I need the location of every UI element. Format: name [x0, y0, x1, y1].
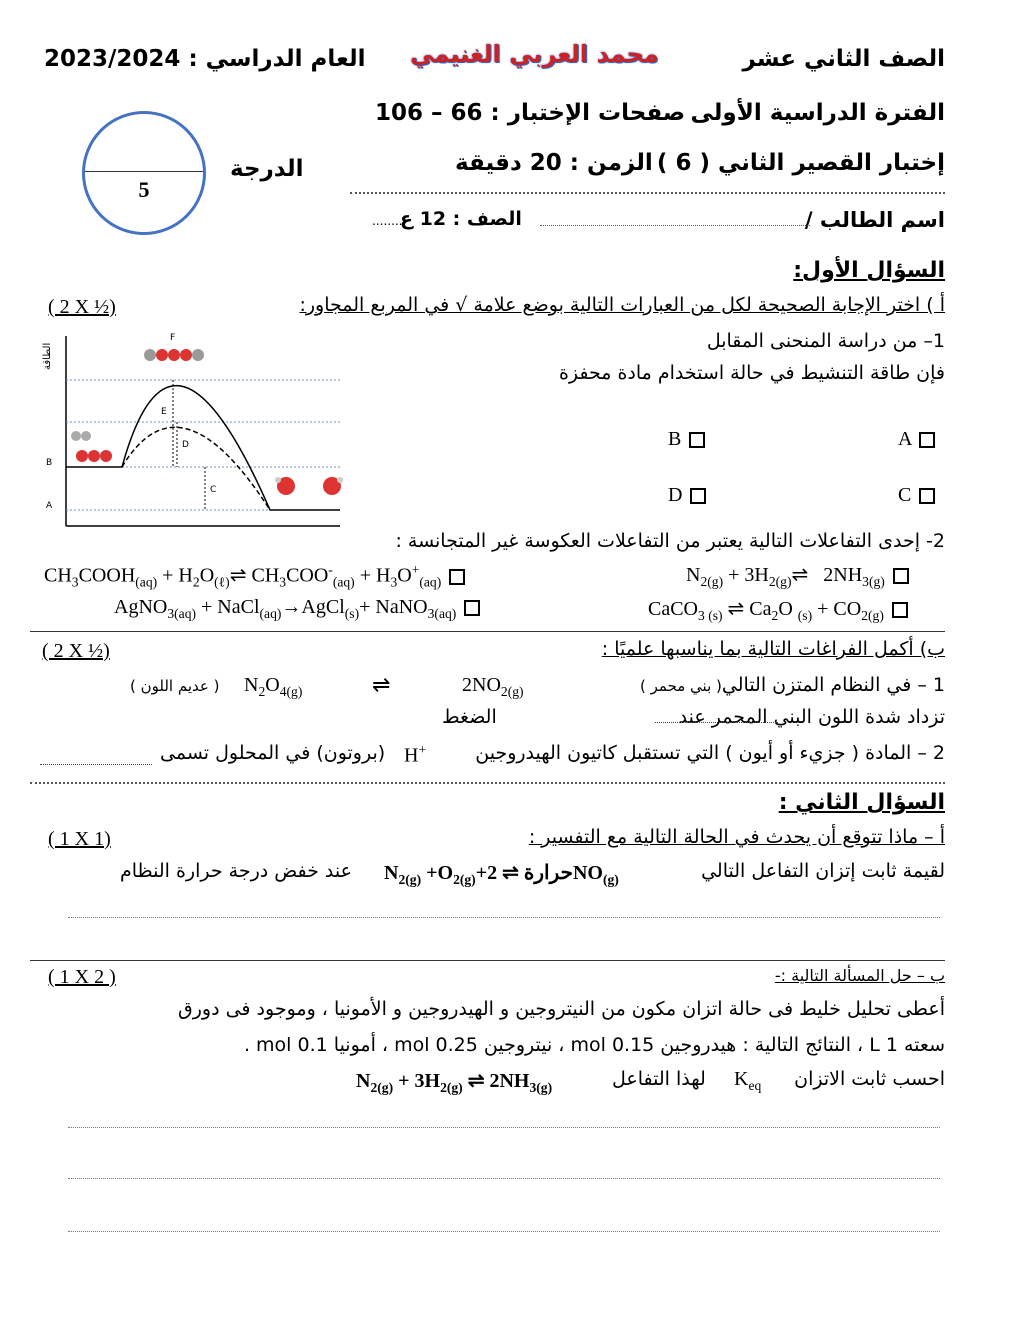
label-D: D: [182, 440, 189, 450]
checkbox-reaction-carbonate[interactable]: [892, 602, 908, 618]
molecule-reactants: [71, 431, 112, 462]
q2b-line1: أعطى تحليل خليط فى حالة اتزان مكون من النيتروجين و الهيدروجين و الأمونيا ، وموجود فى دورق: [178, 998, 945, 1020]
class-label: الصف : 12 ع: [400, 208, 522, 230]
red-brown-label: ( بني محمر ): [640, 677, 722, 695]
heat-label: حرارة: [523, 862, 573, 884]
checkbox-reaction-acetic[interactable]: [449, 569, 465, 585]
checkbox-B[interactable]: [689, 432, 705, 448]
q1b-item2-a: 2 – المادة ( جزيء أو أيون ) التي تستقبل كاتيون الهيدروجين: [475, 742, 945, 764]
answer-line-q2a[interactable]: [68, 917, 940, 918]
q1b-marks: ( 2 X ½): [42, 640, 110, 662]
q1a-item1-line1: 1– من دراسة المنحنى المقابل: [706, 330, 945, 352]
option-D[interactable]: [668, 484, 709, 507]
score-divider: [85, 171, 203, 172]
q2a-prefix: لقيمة ثابت إتزان التفاعل التالي: [701, 860, 945, 882]
q2b-line3-prefix: احسب ثابت الاتزان: [794, 1068, 945, 1090]
q1b-item1-prefix: 1 – في النظام المتزن التالي: [721, 674, 945, 696]
checkbox-A[interactable]: [919, 432, 935, 448]
q2b-line2: سعته 1 L ، النتائج التالية : هيدروجين 0.15 mol ، نيتروجين 0.25 mol ، أمونيا 0.1 mol .: [243, 1034, 945, 1056]
score-label: الدرجة: [230, 156, 304, 182]
checkbox-reaction-silver[interactable]: [464, 600, 480, 616]
no2-formula: $2NO_{2(g)}$: [462, 674, 524, 699]
equilibrium-arrow: ⇌: [372, 672, 391, 697]
option-C-label: C: [898, 484, 912, 506]
n2o4-formula: $N_2O_{4(g)}$: [244, 674, 303, 699]
answer-line-3[interactable]: [68, 1231, 940, 1232]
molecule-products: [275, 477, 343, 495]
q1-title: السؤال الأول:: [793, 258, 945, 283]
keq-symbol: $K_{eq}$: [734, 1068, 762, 1093]
label-E: E: [161, 407, 167, 417]
option-D-label: D: [668, 484, 683, 506]
q2a-reaction: $N_{2(g)} +O_{2(g)}+$ حرارة ⇌ $2NO_{(g)}$: [384, 862, 619, 887]
q1b-instruction: ب) أكمل الفراغات التالية بما يناسبها علميًا :: [601, 638, 945, 660]
q2a-marks: ( 1 X 1): [48, 828, 111, 850]
label-B: B: [46, 458, 53, 468]
student-name-label: اسم الطالب /: [804, 208, 945, 232]
answer-line-1[interactable]: [68, 1127, 940, 1128]
score-circle: [82, 111, 206, 235]
reaction-silver[interactable]: AgNO$_{3(aq)}$ + NaCl$_{(aq)}$→AgCl$_{(s)}$+ NaNO$_{3(aq)}$: [114, 596, 483, 622]
molecule-transition: [144, 349, 204, 361]
h-plus-formula: H+: [404, 742, 427, 767]
q1a-marks: ( 2 X ½): [48, 296, 116, 318]
label-C: C: [210, 485, 217, 495]
option-B[interactable]: [668, 428, 708, 451]
academic-year: العام الدراسي : 2023/2024: [44, 46, 366, 72]
uncatalyzed-curve: [66, 386, 340, 510]
q1a-item1-line2: فإن طاقة التنشيط في حالة استخدام مادة محفزة: [558, 362, 945, 384]
pages-label: صفحات الإختبار : 66 – 106: [375, 100, 686, 126]
divider-q1: [30, 782, 945, 784]
blank-base-name[interactable]: [40, 764, 152, 765]
q2b-reaction: $N_{2(g)} + 3H_{2(g)}$ ⇌ $2NH_{3(g)}$: [356, 1070, 553, 1095]
q1b-pressure: الضغط: [442, 706, 497, 728]
reaction-acetic[interactable]: $CH_3COOH_{(aq)}$ + $H_2O_{(\ell)}\rightleftharpoons$ $CH_3COO^-_{(aq)} + H_3O^+_{(aq)}$: [44, 562, 468, 591]
label-A: A: [46, 501, 53, 511]
label-F: F: [170, 333, 176, 343]
divider-q2a: [30, 960, 945, 961]
term-label: الفترة الدراسية الأولى: [690, 100, 945, 126]
option-A[interactable]: [898, 428, 938, 451]
time-label: الزمن : 20 دقيقة: [455, 150, 653, 176]
q2a-suffix: عند خفض درجة حرارة النظام: [120, 860, 352, 882]
option-A-label: A: [898, 428, 912, 450]
header-divider: [350, 192, 945, 194]
option-B-label: B: [668, 428, 682, 450]
q2a-instruction: أ – ماذا تتوقع أن يحدث في الحالة التالية مع التفسير :: [528, 826, 945, 848]
q2b-line3-suffix: لهذا التفاعل: [612, 1068, 706, 1090]
author-logo: محمد العربي الغنيمي: [410, 40, 659, 68]
colorless-label: ( عديم اللون ): [130, 677, 220, 695]
score-value: 5: [138, 177, 150, 202]
q2b-marks: ( 1 X 2 ): [48, 966, 116, 988]
catalyzed-curve: [122, 427, 270, 510]
checkbox-C[interactable]: [919, 488, 935, 504]
q1b-item2-b: (بروتون) في المحلول تسمى: [160, 742, 386, 764]
q1a-instruction: أ ) اختر الإجابة الصحيحة لكل من العبارات التالية بوضع علامة √ في المربع المجاور:: [299, 294, 945, 316]
class-dots: .........: [372, 214, 407, 228]
energy-diagram: [40, 330, 350, 530]
checkbox-reaction-ammonia[interactable]: [893, 568, 909, 584]
divider-q1a: [30, 631, 945, 632]
q1a-item2: 2- إحدى التفاعلات التالية يعتبر من التفاعلات العكوسة غير المتجانسة :: [395, 530, 945, 552]
reaction-ammonia[interactable]: $N_{2(g)}$ + $3H_{2(g)}\rightleftharpoons$ $2NH_{3(g)}$: [686, 562, 912, 590]
blank-pressure[interactable]: [655, 722, 778, 723]
q2-title: السؤال الثاني :: [778, 790, 945, 815]
grade-label: الصف الثاني عشر: [742, 46, 945, 72]
option-C[interactable]: [898, 484, 938, 507]
y-axis-label: الطاقة: [42, 342, 53, 370]
student-name-field[interactable]: [540, 225, 810, 226]
q1b-item1-line2: تزداد شدة اللون البني المحمر عند: [678, 706, 945, 728]
reaction-carbonate[interactable]: CaCO$_{3 (s)}$ ⇌ $Ca_2O$ $_{(s)} + CO_{2(g)}$: [648, 596, 911, 624]
q2b-instruction: ب – حل المسألة التالية :-: [774, 966, 945, 985]
quiz-label: إختبار القصير الثاني ( 6 ): [656, 150, 945, 176]
checkbox-D[interactable]: [690, 488, 706, 504]
answer-line-2[interactable]: [68, 1178, 940, 1179]
